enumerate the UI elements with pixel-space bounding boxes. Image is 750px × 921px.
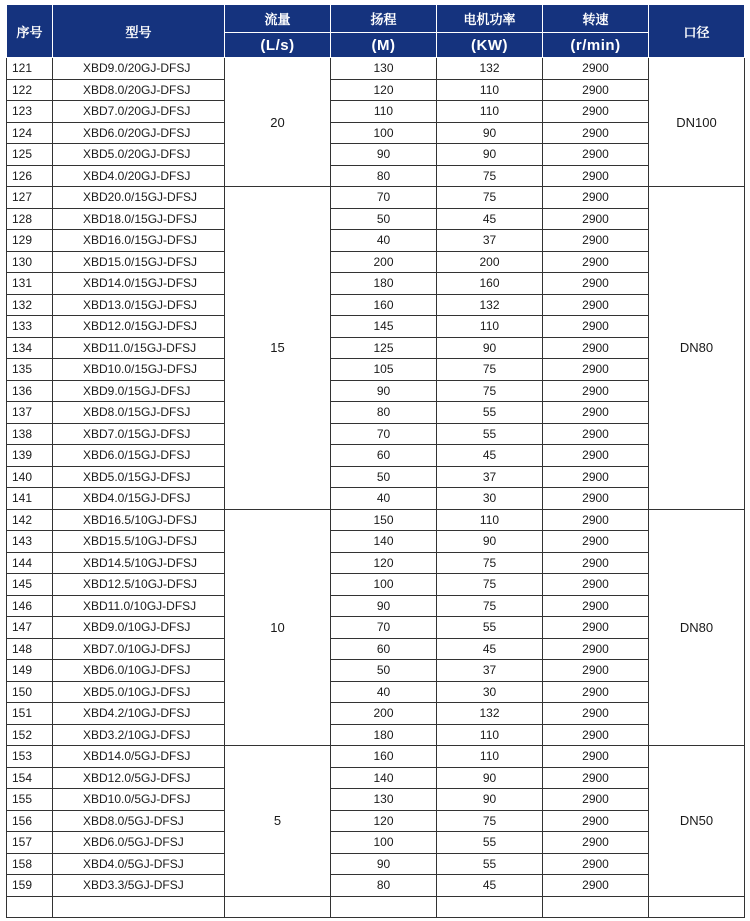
cell-model: XBD6.0/5GJ-DFSJ	[53, 832, 225, 854]
cell-power: 90	[437, 767, 543, 789]
cell-model: XBD9.0/15GJ-DFSJ	[53, 380, 225, 402]
cell-power: 55	[437, 402, 543, 424]
cell-model: XBD4.2/10GJ-DFSJ	[53, 703, 225, 725]
cell-seq: 157	[7, 832, 53, 854]
table-row	[7, 230, 745, 252]
cell-model: XBD8.0/5GJ-DFSJ	[53, 810, 225, 832]
cell-speed: 2900	[543, 810, 649, 832]
cell-seq: 149	[7, 660, 53, 682]
cell-seq: 158	[7, 853, 53, 875]
cell-flow: 5	[225, 746, 331, 897]
header-seq: 序号	[7, 5, 53, 58]
table-row	[7, 832, 745, 854]
cell-model: XBD13.0/15GJ-DFSJ	[53, 294, 225, 316]
cell-speed: 2900	[543, 509, 649, 531]
cell-seq: 133	[7, 316, 53, 338]
cell-seq: 126	[7, 165, 53, 187]
table-row	[7, 875, 745, 897]
cell-seq: 156	[7, 810, 53, 832]
cell-seq: 123	[7, 101, 53, 123]
cell-diameter: DN100	[649, 58, 745, 187]
cell-power: 55	[437, 423, 543, 445]
table-row	[7, 703, 745, 725]
cell-seq: 140	[7, 466, 53, 488]
cell-model: XBD14.0/15GJ-DFSJ	[53, 273, 225, 295]
cell-head: 130	[331, 58, 437, 80]
empty-cell	[543, 896, 649, 918]
cell-model: XBD20.0/15GJ-DFSJ	[53, 187, 225, 209]
cell-seq: 159	[7, 875, 53, 897]
table-row	[7, 789, 745, 811]
cell-speed: 2900	[543, 101, 649, 123]
cell-model: XBD7.0/20GJ-DFSJ	[53, 101, 225, 123]
cell-model: XBD7.0/15GJ-DFSJ	[53, 423, 225, 445]
cell-power: 45	[437, 638, 543, 660]
table-row	[7, 79, 745, 101]
header-model: 型号	[53, 5, 225, 58]
cell-seq: 155	[7, 789, 53, 811]
cell-head: 120	[331, 810, 437, 832]
cell-speed: 2900	[543, 380, 649, 402]
cell-speed: 2900	[543, 488, 649, 510]
cell-diameter: DN80	[649, 187, 745, 510]
cell-head: 40	[331, 681, 437, 703]
cell-head: 160	[331, 294, 437, 316]
cell-power: 75	[437, 595, 543, 617]
cell-power: 90	[437, 789, 543, 811]
cell-seq: 148	[7, 638, 53, 660]
cell-speed: 2900	[543, 79, 649, 101]
cell-speed: 2900	[543, 853, 649, 875]
cell-speed: 2900	[543, 660, 649, 682]
cell-head: 70	[331, 187, 437, 209]
header-head: 扬程	[331, 5, 437, 33]
cell-speed: 2900	[543, 251, 649, 273]
cell-power: 132	[437, 58, 543, 80]
cell-model: XBD3.2/10GJ-DFSJ	[53, 724, 225, 746]
header-speed: 转速	[543, 5, 649, 33]
table-row	[7, 531, 745, 553]
cell-head: 105	[331, 359, 437, 381]
cell-head: 145	[331, 316, 437, 338]
cell-model: XBD4.0/5GJ-DFSJ	[53, 853, 225, 875]
table-row	[7, 294, 745, 316]
cell-seq: 151	[7, 703, 53, 725]
cell-model: XBD9.0/10GJ-DFSJ	[53, 617, 225, 639]
table-row	[7, 638, 745, 660]
cell-power: 90	[437, 337, 543, 359]
cell-model: XBD6.0/10GJ-DFSJ	[53, 660, 225, 682]
cell-head: 70	[331, 617, 437, 639]
cell-speed: 2900	[543, 316, 649, 338]
cell-speed: 2900	[543, 681, 649, 703]
cell-model: XBD4.0/20GJ-DFSJ	[53, 165, 225, 187]
cell-power: 90	[437, 144, 543, 166]
cell-speed: 2900	[543, 187, 649, 209]
cell-speed: 2900	[543, 58, 649, 80]
empty-cell	[225, 896, 331, 918]
cell-model: XBD14.5/10GJ-DFSJ	[53, 552, 225, 574]
cell-seq: 122	[7, 79, 53, 101]
cell-head: 150	[331, 509, 437, 531]
cell-power: 75	[437, 359, 543, 381]
cell-power: 75	[437, 165, 543, 187]
header-diameter: 口径	[649, 5, 745, 58]
table-row	[7, 359, 745, 381]
cell-power: 55	[437, 853, 543, 875]
cell-seq: 152	[7, 724, 53, 746]
header-flow: 流量	[225, 5, 331, 33]
cell-power: 200	[437, 251, 543, 273]
cell-seq: 136	[7, 380, 53, 402]
cell-seq: 146	[7, 595, 53, 617]
cell-speed: 2900	[543, 294, 649, 316]
cell-speed: 2900	[543, 703, 649, 725]
table-row	[7, 208, 745, 230]
cell-power: 90	[437, 122, 543, 144]
cell-power: 30	[437, 681, 543, 703]
empty-cell	[331, 896, 437, 918]
cell-speed: 2900	[543, 230, 649, 252]
cell-power: 110	[437, 746, 543, 768]
cell-flow: 15	[225, 187, 331, 510]
cell-head: 200	[331, 251, 437, 273]
cell-power: 45	[437, 875, 543, 897]
cell-seq: 143	[7, 531, 53, 553]
table-row	[7, 122, 745, 144]
cell-model: XBD12.0/5GJ-DFSJ	[53, 767, 225, 789]
cell-head: 200	[331, 703, 437, 725]
cell-diameter: DN50	[649, 746, 745, 897]
table-row	[7, 402, 745, 424]
cell-seq: 129	[7, 230, 53, 252]
cell-seq: 142	[7, 509, 53, 531]
cell-model: XBD8.0/20GJ-DFSJ	[53, 79, 225, 101]
cell-seq: 121	[7, 58, 53, 80]
cell-head: 90	[331, 380, 437, 402]
table-row	[7, 337, 745, 359]
cell-power: 75	[437, 574, 543, 596]
cell-seq: 130	[7, 251, 53, 273]
cell-seq: 134	[7, 337, 53, 359]
table-row	[7, 509, 745, 531]
empty-cell	[7, 896, 53, 918]
cell-seq: 128	[7, 208, 53, 230]
cell-head: 90	[331, 853, 437, 875]
cell-head: 80	[331, 402, 437, 424]
cell-speed: 2900	[543, 595, 649, 617]
cell-model: XBD4.0/15GJ-DFSJ	[53, 488, 225, 510]
cell-seq: 147	[7, 617, 53, 639]
cell-speed: 2900	[543, 273, 649, 295]
table-row	[7, 273, 745, 295]
cell-speed: 2900	[543, 552, 649, 574]
cell-speed: 2900	[543, 574, 649, 596]
cell-seq: 139	[7, 445, 53, 467]
cell-model: XBD10.0/5GJ-DFSJ	[53, 789, 225, 811]
cell-head: 50	[331, 660, 437, 682]
cell-power: 110	[437, 101, 543, 123]
cell-speed: 2900	[543, 445, 649, 467]
cell-head: 60	[331, 638, 437, 660]
cell-head: 120	[331, 79, 437, 101]
table-row	[7, 746, 745, 768]
spec-table-container	[6, 4, 745, 918]
cell-seq: 153	[7, 746, 53, 768]
cell-seq: 135	[7, 359, 53, 381]
cell-power: 132	[437, 294, 543, 316]
cell-head: 80	[331, 165, 437, 187]
cell-head: 70	[331, 423, 437, 445]
cell-power: 37	[437, 466, 543, 488]
cell-head: 140	[331, 531, 437, 553]
cell-head: 140	[331, 767, 437, 789]
table-row	[7, 251, 745, 273]
cell-model: XBD5.0/20GJ-DFSJ	[53, 144, 225, 166]
table-row	[7, 681, 745, 703]
cell-model: XBD18.0/15GJ-DFSJ	[53, 208, 225, 230]
cell-model: XBD16.5/10GJ-DFSJ	[53, 509, 225, 531]
cell-model: XBD15.0/15GJ-DFSJ	[53, 251, 225, 273]
cell-power: 110	[437, 509, 543, 531]
table-row	[7, 466, 745, 488]
cell-head: 80	[331, 875, 437, 897]
cell-seq: 124	[7, 122, 53, 144]
table-row	[7, 187, 745, 209]
table-row	[7, 101, 745, 123]
cell-head: 50	[331, 208, 437, 230]
cell-model: XBD6.0/15GJ-DFSJ	[53, 445, 225, 467]
cell-head: 90	[331, 144, 437, 166]
cell-head: 160	[331, 746, 437, 768]
header-speed-unit: (r/min)	[543, 33, 649, 58]
table-row-empty	[7, 896, 745, 918]
header-head-unit: (M)	[331, 33, 437, 58]
cell-speed: 2900	[543, 617, 649, 639]
cell-power: 75	[437, 552, 543, 574]
table-row	[7, 810, 745, 832]
header-row-labels	[7, 5, 745, 33]
cell-head: 180	[331, 724, 437, 746]
cell-power: 75	[437, 187, 543, 209]
table-header	[7, 5, 745, 58]
table-row	[7, 488, 745, 510]
table-row	[7, 144, 745, 166]
table-row	[7, 58, 745, 80]
cell-speed: 2900	[543, 875, 649, 897]
table-row	[7, 316, 745, 338]
cell-head: 120	[331, 552, 437, 574]
cell-head: 40	[331, 488, 437, 510]
header-power: 电机功率	[437, 5, 543, 33]
cell-head: 110	[331, 101, 437, 123]
cell-power: 75	[437, 380, 543, 402]
cell-speed: 2900	[543, 789, 649, 811]
cell-head: 100	[331, 574, 437, 596]
cell-model: XBD3.3/5GJ-DFSJ	[53, 875, 225, 897]
cell-seq: 127	[7, 187, 53, 209]
cell-speed: 2900	[543, 531, 649, 553]
cell-model: XBD5.0/15GJ-DFSJ	[53, 466, 225, 488]
cell-power: 110	[437, 79, 543, 101]
cell-model: XBD12.0/15GJ-DFSJ	[53, 316, 225, 338]
cell-speed: 2900	[543, 724, 649, 746]
cell-power: 110	[437, 724, 543, 746]
cell-head: 180	[331, 273, 437, 295]
table-row	[7, 574, 745, 596]
cell-head: 100	[331, 832, 437, 854]
cell-power: 55	[437, 832, 543, 854]
table-row	[7, 445, 745, 467]
cell-power: 45	[437, 208, 543, 230]
cell-seq: 132	[7, 294, 53, 316]
cell-model: XBD9.0/20GJ-DFSJ	[53, 58, 225, 80]
cell-speed: 2900	[543, 423, 649, 445]
cell-model: XBD7.0/10GJ-DFSJ	[53, 638, 225, 660]
cell-speed: 2900	[543, 402, 649, 424]
cell-head: 60	[331, 445, 437, 467]
cell-seq: 150	[7, 681, 53, 703]
cell-speed: 2900	[543, 638, 649, 660]
cell-head: 90	[331, 595, 437, 617]
cell-speed: 2900	[543, 122, 649, 144]
cell-seq: 137	[7, 402, 53, 424]
cell-model: XBD11.0/15GJ-DFSJ	[53, 337, 225, 359]
table-row	[7, 660, 745, 682]
table-row	[7, 595, 745, 617]
cell-power: 45	[437, 445, 543, 467]
cell-head: 50	[331, 466, 437, 488]
cell-model: XBD6.0/20GJ-DFSJ	[53, 122, 225, 144]
cell-model: XBD16.0/15GJ-DFSJ	[53, 230, 225, 252]
cell-seq: 138	[7, 423, 53, 445]
cell-speed: 2900	[543, 337, 649, 359]
cell-power: 160	[437, 273, 543, 295]
cell-speed: 2900	[543, 144, 649, 166]
cell-power: 37	[437, 230, 543, 252]
cell-power: 75	[437, 810, 543, 832]
cell-model: XBD10.0/15GJ-DFSJ	[53, 359, 225, 381]
cell-seq: 144	[7, 552, 53, 574]
cell-head: 125	[331, 337, 437, 359]
cell-flow: 20	[225, 58, 331, 187]
cell-model: XBD12.5/10GJ-DFSJ	[53, 574, 225, 596]
cell-head: 40	[331, 230, 437, 252]
table-row	[7, 380, 745, 402]
cell-power: 110	[437, 316, 543, 338]
table-row	[7, 724, 745, 746]
table-row	[7, 165, 745, 187]
cell-model: XBD15.5/10GJ-DFSJ	[53, 531, 225, 553]
cell-flow: 10	[225, 509, 331, 746]
cell-model: XBD11.0/10GJ-DFSJ	[53, 595, 225, 617]
cell-model: XBD8.0/15GJ-DFSJ	[53, 402, 225, 424]
pump-spec-table	[6, 4, 745, 918]
header-power-unit: (KW)	[437, 33, 543, 58]
table-row	[7, 853, 745, 875]
cell-speed: 2900	[543, 832, 649, 854]
cell-seq: 154	[7, 767, 53, 789]
cell-power: 55	[437, 617, 543, 639]
cell-speed: 2900	[543, 165, 649, 187]
cell-power: 90	[437, 531, 543, 553]
cell-model: XBD14.0/5GJ-DFSJ	[53, 746, 225, 768]
cell-speed: 2900	[543, 466, 649, 488]
cell-seq: 125	[7, 144, 53, 166]
table-row	[7, 552, 745, 574]
cell-power: 37	[437, 660, 543, 682]
cell-diameter: DN80	[649, 509, 745, 746]
table-row	[7, 767, 745, 789]
cell-speed: 2900	[543, 746, 649, 768]
cell-speed: 2900	[543, 767, 649, 789]
cell-speed: 2900	[543, 359, 649, 381]
cell-head: 130	[331, 789, 437, 811]
cell-power: 30	[437, 488, 543, 510]
cell-seq: 131	[7, 273, 53, 295]
cell-speed: 2900	[543, 208, 649, 230]
empty-cell	[649, 896, 745, 918]
header-flow-unit: (L/s)	[225, 33, 331, 58]
cell-head: 100	[331, 122, 437, 144]
empty-cell	[437, 896, 543, 918]
cell-power: 132	[437, 703, 543, 725]
empty-cell	[53, 896, 225, 918]
table-row	[7, 617, 745, 639]
cell-seq: 145	[7, 574, 53, 596]
cell-seq: 141	[7, 488, 53, 510]
table-row	[7, 423, 745, 445]
cell-model: XBD5.0/10GJ-DFSJ	[53, 681, 225, 703]
table-body	[7, 58, 745, 918]
